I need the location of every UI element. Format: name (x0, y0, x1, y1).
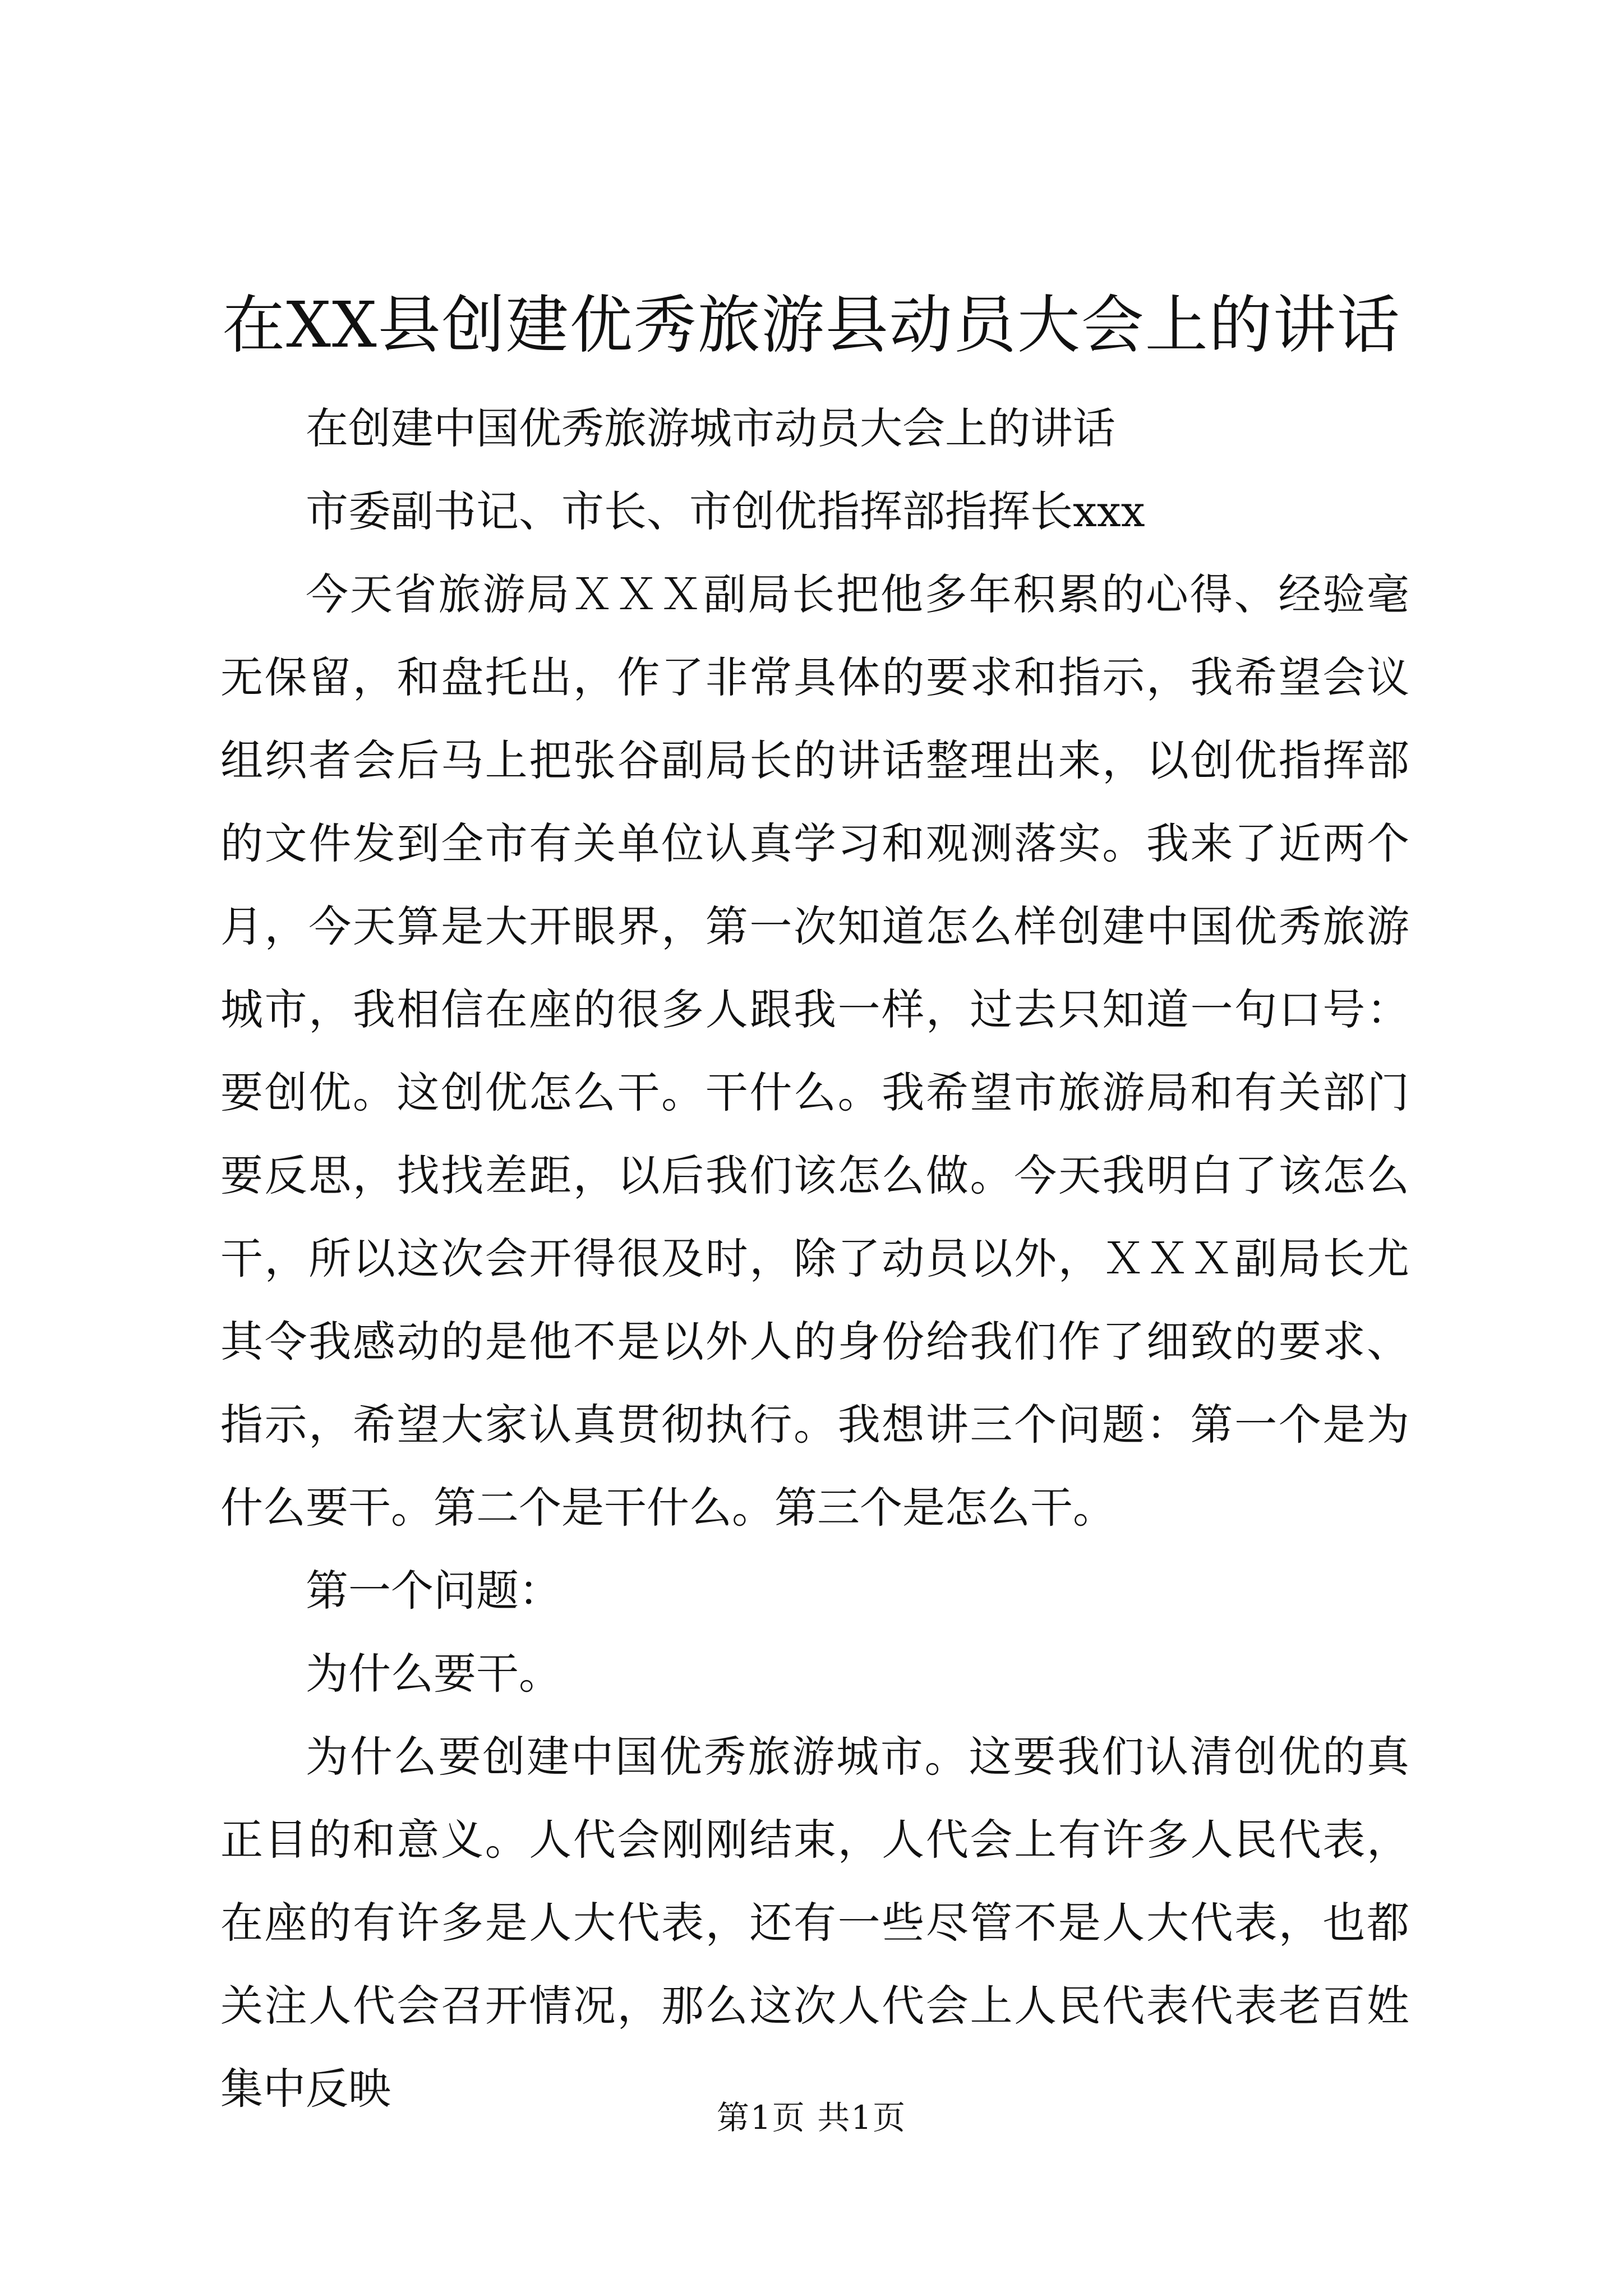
paragraph-question-one-heading: 第一个问题： (306, 1566, 561, 1616)
paragraph-speaker: 市委副书记、市长、市创优指挥部指挥长xxx (306, 486, 1145, 536)
paragraph-intro: 今天省旅游局ＸＸＸ副局长把他多年积累的心得、经验毫无保留，和盘托出，作了非常具体的要求和指示，我希望会议组织者会后马上把张谷副局长的讲话整理出来，以创优指挥部的文件发到全市有关单位认真学习和观测落实。我来了近两个月，今天算是大开眼界，第一次知道怎么样创建中国优秀旅游城市，我相信在座的很多人跟我一样，过去只知道一句口号：要创优。这创优怎么干。干什么。我希望市旅游局和有关部门要反思，找找差距，以后我们该怎么做。今天我明白了该怎么干，所以这次会开得很及时，除了动员以外，ＸＸＸ副局长尤其令我感动的是他不是以外人的身份给我们作了细致的要求、指示，希望大家认真贯彻执行。我想讲三个问题：第一个是为什么要干。第二个是干什么。第三个是怎么干。 (220, 569, 1409, 1533)
paragraph-question-one-title: 为什么要干。 (306, 1649, 561, 1699)
document-body (220, 387, 1409, 2131)
paragraph-subtitle: 在创建中国优秀旅游城市动员大会上的讲话 (306, 403, 1115, 453)
paragraph-question-one-body: 为什么要创建中国优秀旅游城市。这要我们认清创优的真正目的和意义。人代会刚刚结束，人代会上有许多人民代表，在座的有许多是人大代表，还有一些尽管不是人大代表，也都关注人代会召开情况，那么这次人代会上人民代表代表老百姓集中反映 (220, 1732, 1409, 2114)
page-footer: 第1页 共1页 (716, 2099, 907, 2137)
document-title: 在XX县创建优秀旅游县动员大会上的讲话 (222, 289, 1401, 362)
